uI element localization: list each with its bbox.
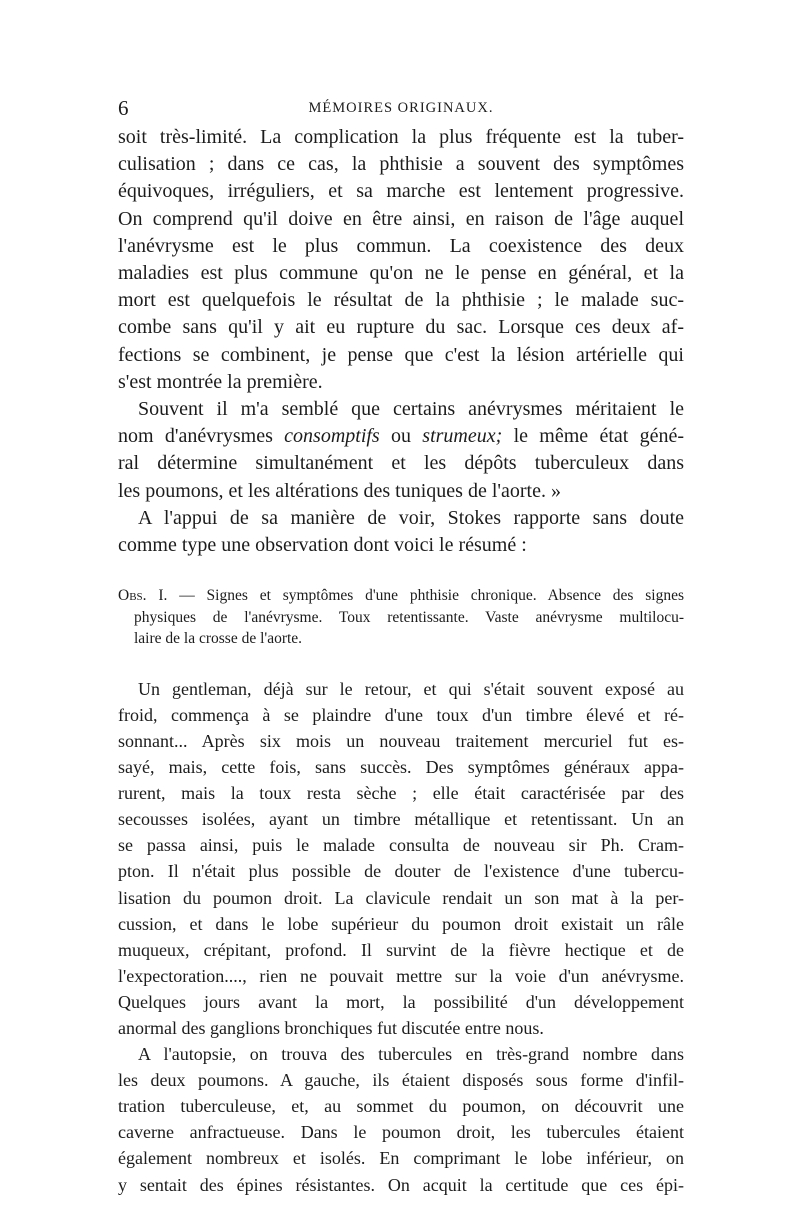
- text-line: Quelques jours avant la mort, la possibilité d'un développement: [118, 991, 684, 1012]
- text-line: ral détermine simultanément et les dépôts tuberculeux dans: [118, 452, 684, 475]
- book-page: [118, 96, 684, 1198]
- text-line: anormal des ganglions bronchiques fut discutée entre nous.: [118, 1017, 544, 1038]
- observation-label: Obs. I.: [118, 587, 168, 605]
- text-line: fections se combinent, je pense que c'est la lésion artérielle qui: [118, 343, 684, 366]
- text-line: A l'autopsie, on trouva des tubercules en très-grand nombre dans: [138, 1044, 684, 1065]
- text-segment: — Signes et symptômes d'une phthisie chronique. Absence des signes: [167, 587, 685, 605]
- text-line: Un gentleman, déjà sur le retour, et qui s'était souvent exposé au: [138, 678, 684, 699]
- text-line: froid, commença à se plaindre d'une toux d'un timbre élevé et ré-: [118, 704, 684, 725]
- text-line: sonnant... Après six mois un nouveau traitement mercuriel fut es-: [118, 730, 684, 751]
- text-line: physiques de l'anévrysme. Toux retentissante. Vaste anévrysme multilocu-: [134, 608, 684, 626]
- text-line: caverne anfractueuse. Dans le poumon droit, les tubercules étaient: [118, 1122, 684, 1143]
- paragraph-continuation: [118, 124, 684, 396]
- text-line: On comprend qu'il doive en être ainsi, en raison de l'âge auquel: [118, 207, 684, 230]
- text-line: l'expectoration...., rien ne pouvait mettre sur la voie d'un anévrysme.: [118, 965, 684, 986]
- text-line: sayé, mais, cette fois, sans succès. Des symptômes généraux appa-: [118, 757, 684, 778]
- text-line: combe sans qu'il y ait eu rupture du sac. Lorsque ces deux af-: [118, 316, 684, 339]
- text-line: comme type une observation dont voici le résumé :: [118, 534, 527, 557]
- text-line: maladies est plus commune qu'on ne le pense en général, et la: [118, 262, 684, 285]
- text-line: rurent, mais la toux resta sèche ; elle était caractérisée par des: [118, 783, 684, 804]
- text-line: se passa ainsi, puis le malade consulta de nouveau sir Ph. Cram-: [118, 835, 684, 856]
- text-line: secousses isolées, ayant un timbre métallique et retentissant. Un an: [118, 809, 684, 830]
- text-line-with-italics: [118, 423, 684, 450]
- text-segment: le même état géné-: [502, 425, 685, 448]
- case-paragraph-autopsy: [118, 1041, 684, 1198]
- running-title: MÉMOIRES ORIGINAUX.: [308, 100, 494, 116]
- page-number: 6: [118, 96, 129, 120]
- text-line: mort est quelquefois le résultat de la phthisie ; le malade suc-: [118, 289, 684, 312]
- text-line: cussion, et dans le lobe supérieur du poumon droit existait un râle: [118, 913, 684, 934]
- text-segment: ou: [379, 425, 423, 448]
- text-line: les poumons, et les altérations des tuniques de l'aorte. »: [118, 479, 561, 502]
- text-line: soit très-limité. La complication la plus fréquente est la tuber-: [118, 126, 684, 148]
- text-line: lisation du poumon droit. La clavicule rendait un son mat à la per-: [118, 887, 684, 908]
- text-line: laire de la crosse de l'aorte.: [134, 630, 303, 648]
- text-segment: nom d'anévrysmes: [118, 425, 285, 448]
- paragraph-stokes: [118, 505, 684, 559]
- paragraph-strumeux: [118, 396, 684, 505]
- text-line: l'anévrysme est le plus commun. La coexistence des deux: [118, 234, 684, 257]
- text-line: y sentait des épines résistantes. On acquit la certitude que ces épi-: [118, 1174, 684, 1195]
- text-line: les deux poumons. A gauche, ils étaient disposés sous forme d'infil-: [118, 1070, 684, 1091]
- text-line: [118, 585, 684, 607]
- text-line: muqueux, crépitant, profond. Il survint de la fièvre hectique et de: [118, 939, 684, 960]
- italic-term-strumeux: strumeux;: [422, 425, 503, 448]
- running-head: [118, 96, 684, 120]
- observation-heading: [118, 585, 684, 650]
- italic-term-consomptifs: consomptifs: [284, 425, 380, 448]
- text-line: équivoques, irréguliers, et sa marche est lentement progressive.: [118, 180, 684, 203]
- text-line: tration tuberculeuse, et, au sommet du poumon, on découvrit une: [118, 1096, 684, 1117]
- text-line: culisation ; dans ce cas, la phthisie a souvent des symptômes: [118, 153, 684, 176]
- case-paragraph: [118, 676, 684, 1041]
- text-line: pton. Il n'était plus possible de douter de l'existence d'une tubercu-: [118, 861, 684, 882]
- text-line: s'est montrée la première.: [118, 370, 323, 393]
- text-line: également nombreux et isolés. En comprimant le lobe inférieur, on: [118, 1148, 684, 1169]
- text-line: A l'appui de sa manière de voir, Stokes rapporte sans doute: [138, 506, 684, 529]
- text-line: Souvent il m'a semblé que certains anévrysmes méritaient le: [138, 398, 684, 421]
